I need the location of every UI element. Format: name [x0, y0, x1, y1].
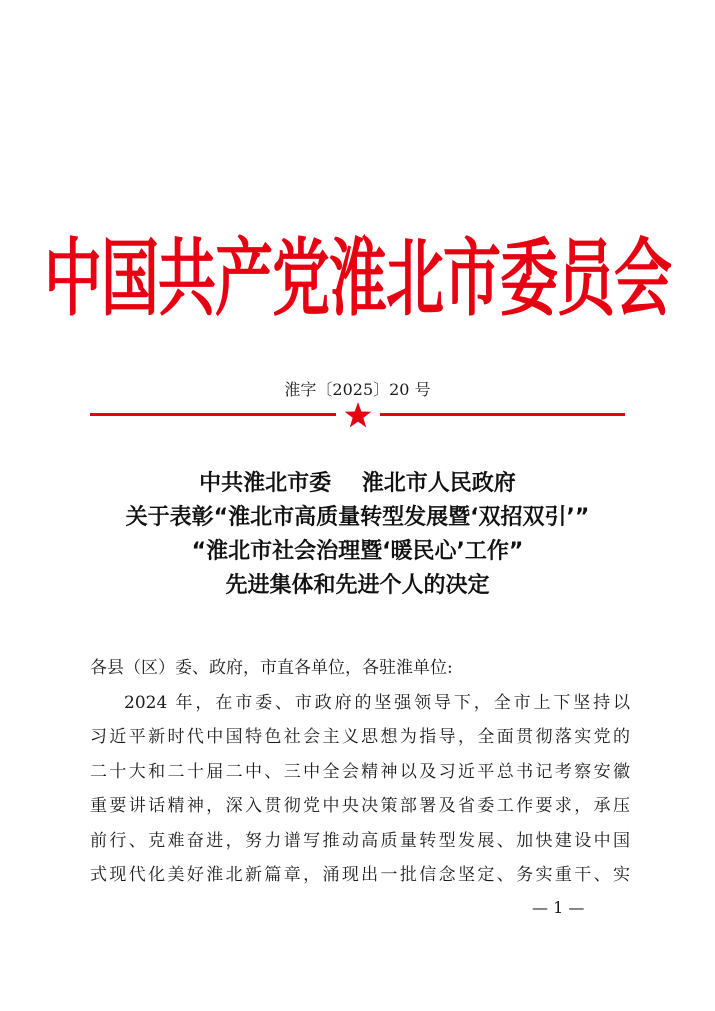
salutation: 各县（区）委、政府，市直各单位，各驻淮单位: [90, 658, 453, 678]
red-separator [90, 400, 625, 430]
star-icon [344, 401, 372, 429]
body-line: 重要讲话精神，深入贯彻党中央决策部署及省委工作要求，承压 [90, 796, 630, 816]
issuer-masthead: 中国共产党淮北市委员会 [43, 229, 671, 328]
body-line: 二十大和二十届二中、三中全会精神以及习近平总书记考察安徽 [90, 761, 630, 782]
separator-rule-left [90, 413, 336, 416]
title-line: “淮北市社会治理暨‘暖民心’工作” [191, 539, 524, 564]
body-line: 式现代化美好淮北新篇章，涌现出一批信念坚定、务实重干、实 [90, 865, 630, 885]
body-line: 习近平新时代中国特色社会主义思想为指导，全面贯彻落实党的 [90, 727, 630, 747]
document-number: 淮字〔2025〕20 号 [284, 380, 431, 399]
document-body [90, 651, 630, 893]
title-line: 关于表彰“淮北市高质量转型发展暨‘双招双引’” [125, 505, 590, 530]
body-line: 2024 年，在市委、市政府的坚强领导下，全市上下坚持以 [124, 692, 630, 713]
title-line: 中共淮北市委 淮北市人民政府 [199, 471, 516, 496]
body-line: 前行、克难奋进，努力谱写推动高质量转型发展、加快建设中国 [90, 830, 630, 851]
document-title [40, 467, 675, 603]
page-number: — 1 — [532, 898, 585, 917]
separator-rule-right [380, 413, 625, 416]
title-line: 先进集体和先进个人的决定 [225, 573, 490, 598]
